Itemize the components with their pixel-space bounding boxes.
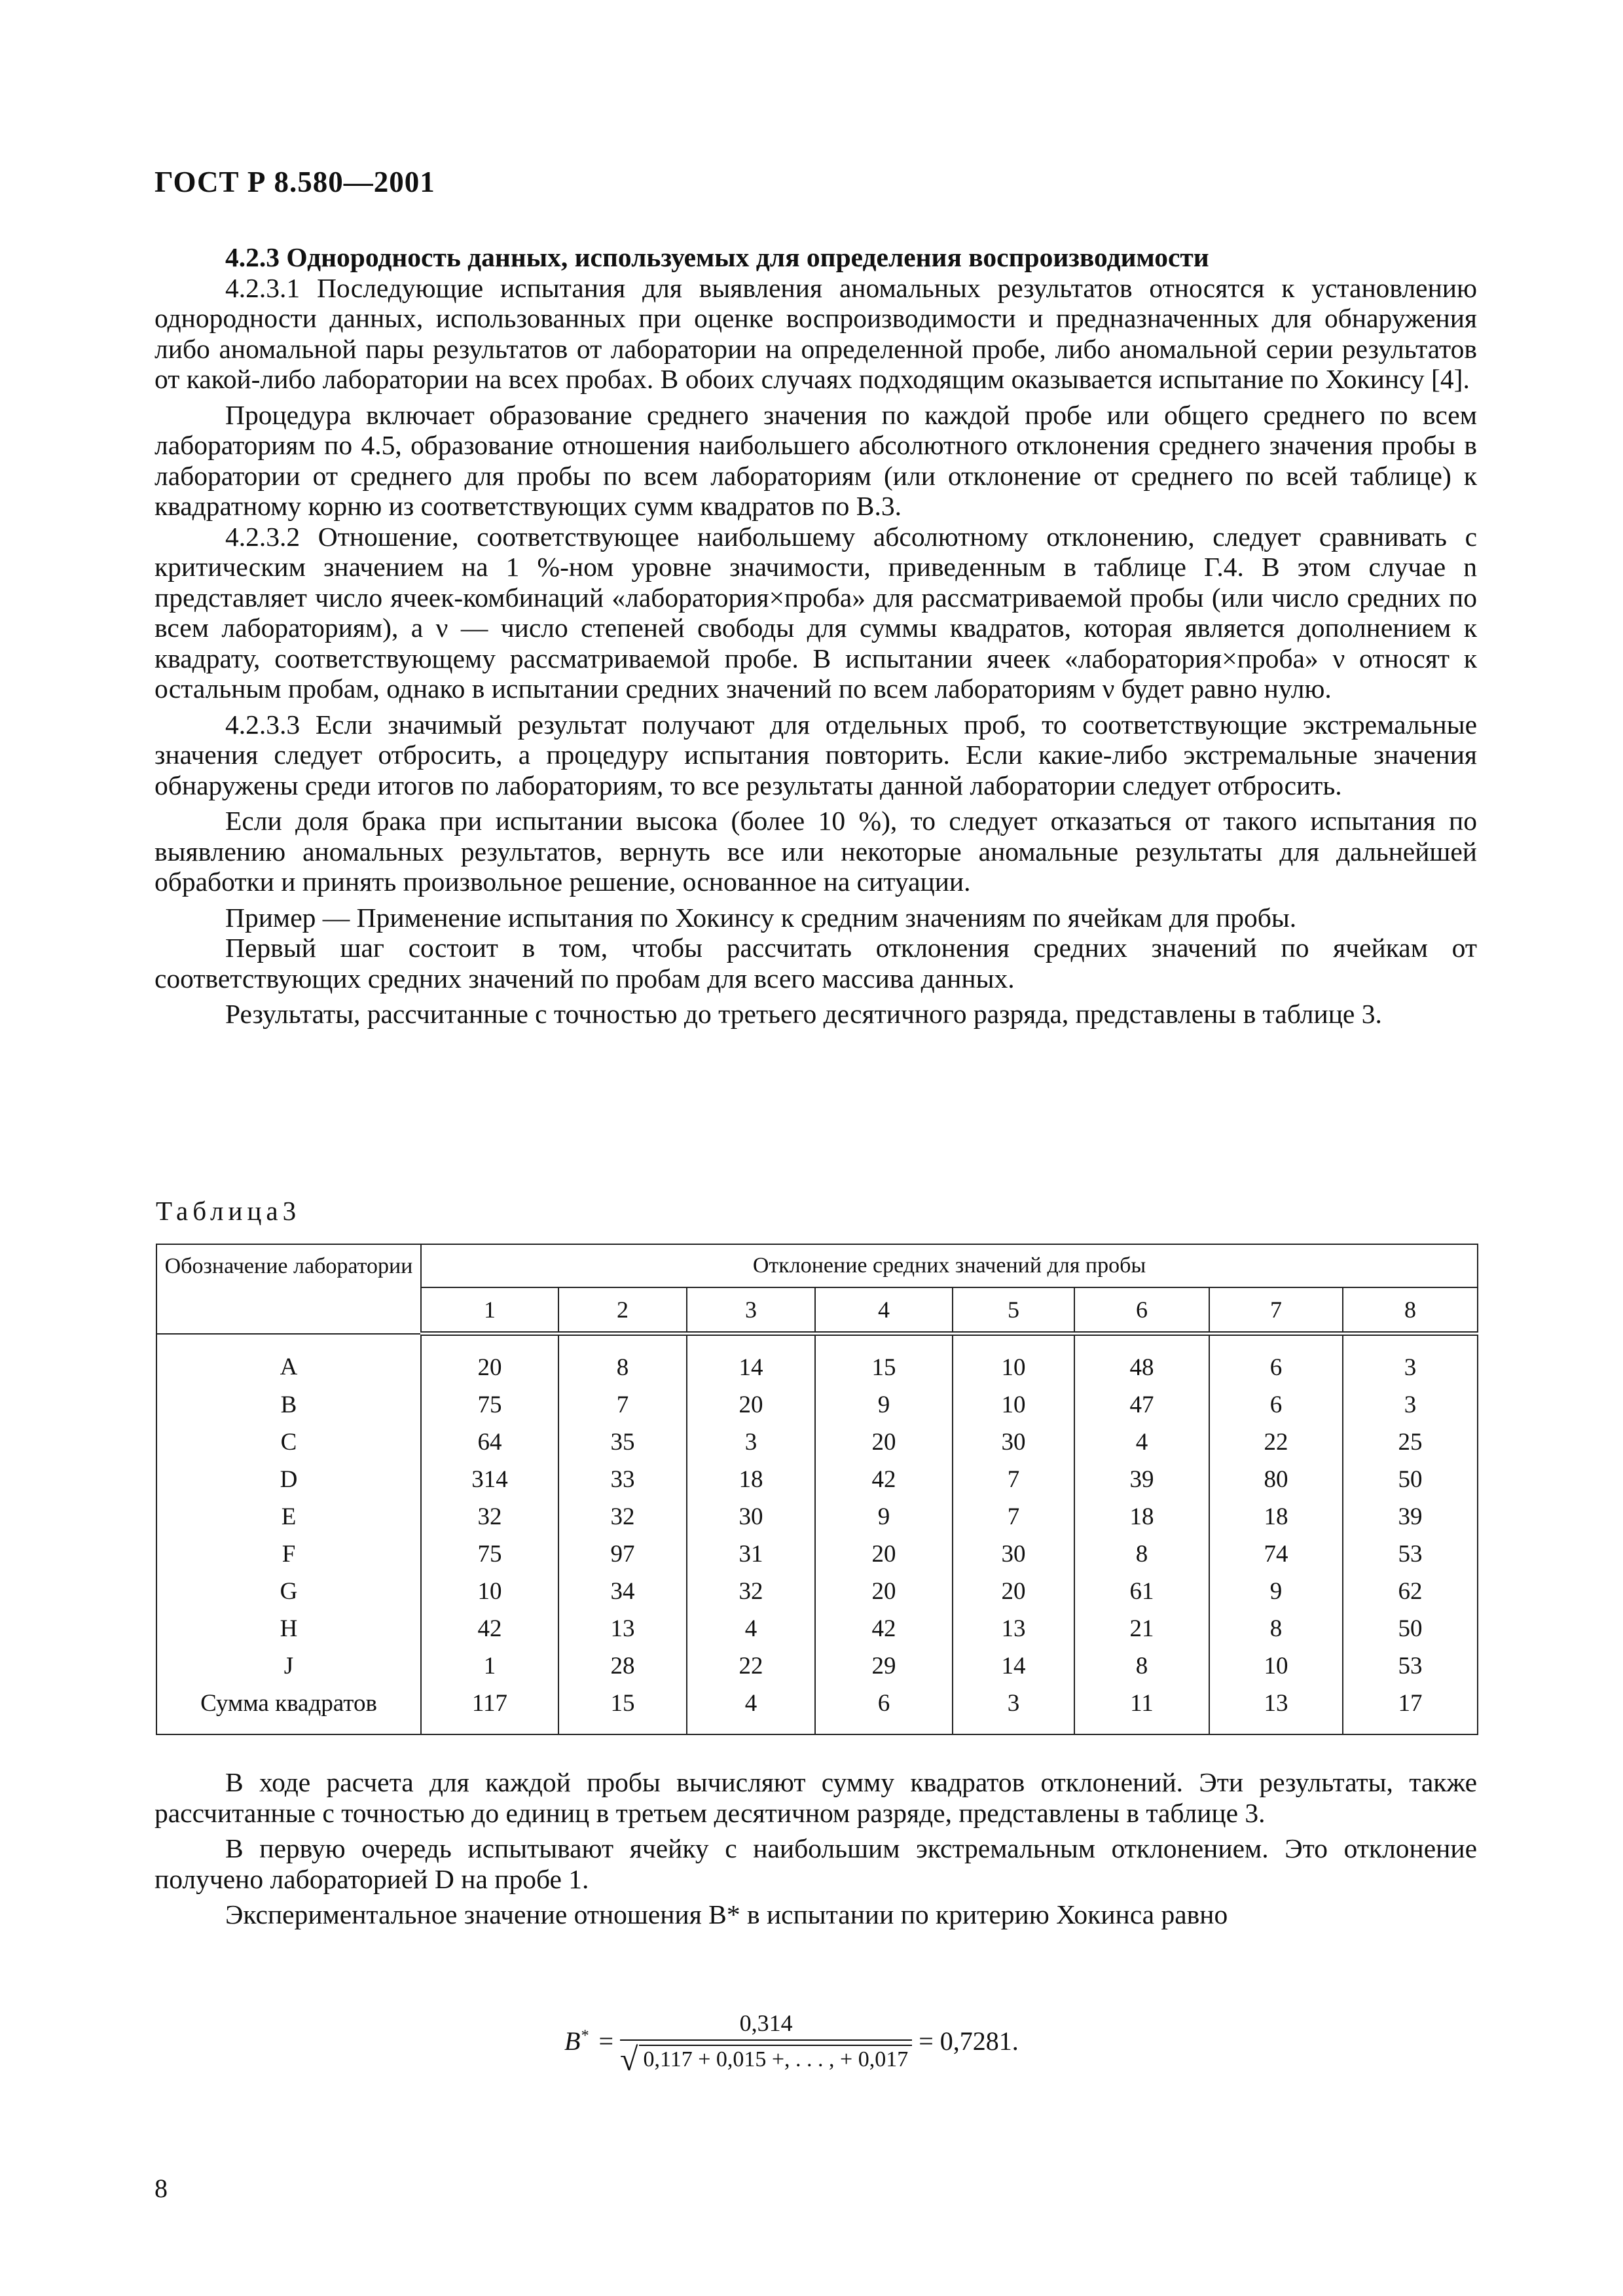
table-cell: 20 <box>421 1334 558 1387</box>
table-cell: 15 <box>815 1334 953 1387</box>
formula-radicand: 0,117 + 0,015 +, . . . , + 0,017 <box>639 2045 912 2072</box>
formula-superscript: * <box>580 2027 589 2045</box>
table-cell: 9 <box>815 1386 953 1424</box>
table-cell: 35 <box>558 1424 687 1461</box>
table-cell: 117 <box>421 1685 558 1734</box>
table-cell: 4 <box>1074 1424 1209 1461</box>
column-header: 7 <box>1209 1287 1343 1334</box>
lab-column-header: Обозначение лаборатории <box>156 1244 421 1334</box>
deviation-table <box>156 1244 1478 1735</box>
row-label: F <box>156 1535 421 1573</box>
paragraph: Результаты, рассчитанные с точностью до третьего десятичного разряда, представлены в таблице 3. <box>225 999 1382 1029</box>
paragraph: Первый шаг состоит в том, чтобы рассчитать отклонения средних значений по ячейкам от соответствующих средних значений по пробам для всего массива данных. <box>155 933 1477 994</box>
column-header: 8 <box>1343 1287 1478 1334</box>
table-row <box>156 1535 1478 1573</box>
table-cell: 75 <box>421 1535 558 1573</box>
table-row <box>156 1573 1478 1610</box>
table-cell: 50 <box>1343 1610 1478 1647</box>
document-header: ГОСТ Р 8.580—2001 <box>155 166 435 198</box>
group-column-header: Отклонение средних значений для пробы <box>421 1244 1478 1287</box>
table-cell: 8 <box>558 1334 687 1387</box>
table-caption: Таблица3 <box>156 1196 301 1226</box>
table-row <box>156 1334 1478 1387</box>
table-cell: 7 <box>953 1498 1074 1535</box>
table-cell: 7 <box>953 1461 1074 1498</box>
table-cell: 8 <box>1209 1610 1343 1647</box>
table-cell: 17 <box>1343 1685 1478 1734</box>
square-root-icon: √ <box>620 2041 638 2077</box>
table-cell: 3 <box>1343 1334 1478 1387</box>
table-cell: 80 <box>1209 1461 1343 1498</box>
column-header: 1 <box>421 1287 558 1334</box>
table-row <box>156 1498 1478 1535</box>
paragraph: 4.2.3.1 Последующие испытания для выявления аномальных результатов относятся к установлению однородности данных, использованных при оценке воспроизводимости и предназначенных для обнаружения либо аномальной пары результатов от лаборатории на определенной пробе, либо аномальной серии результатов от какой-либо лаборатории на всех пробах. В обоих случаях подходящим оказывается испытание по Хокинсу [4]. <box>155 272 1477 394</box>
table-cell: 74 <box>1209 1535 1343 1573</box>
table-cell: 9 <box>815 1498 953 1535</box>
table-cell: 3 <box>687 1424 815 1461</box>
row-label: G <box>156 1573 421 1610</box>
row-label: C <box>156 1424 421 1461</box>
column-header: 4 <box>815 1287 953 1334</box>
table-cell: 33 <box>558 1461 687 1498</box>
table-cell: 13 <box>558 1610 687 1647</box>
page-number: 8 <box>155 2174 168 2203</box>
table-cell: 53 <box>1343 1647 1478 1685</box>
table-cell: 39 <box>1343 1498 1478 1535</box>
table-body <box>156 1334 1478 1735</box>
table-cell: 20 <box>815 1424 953 1461</box>
table-cell: 97 <box>558 1535 687 1573</box>
table-cell: 61 <box>1074 1573 1209 1610</box>
row-label: B <box>156 1386 421 1424</box>
table-cell: 25 <box>1343 1424 1478 1461</box>
table-cell: 13 <box>953 1610 1074 1647</box>
column-header: 3 <box>687 1287 815 1334</box>
table-cell: 20 <box>815 1535 953 1573</box>
table-cell: 20 <box>815 1573 953 1610</box>
table-cell: 39 <box>1074 1461 1209 1498</box>
table-cell: 18 <box>1209 1498 1343 1535</box>
body-text-before-table <box>155 242 1477 1030</box>
table-cell: 314 <box>421 1461 558 1498</box>
table-cell: 13 <box>1209 1685 1343 1734</box>
section-heading: 4.2.3 Однородность данных, используемых для определения воспроизводимости <box>225 242 1209 272</box>
table-cell: 6 <box>815 1685 953 1734</box>
table-cell: 4 <box>687 1610 815 1647</box>
table-cell: 9 <box>1209 1573 1343 1610</box>
table-cell: 42 <box>421 1610 558 1647</box>
table-cell: 6 <box>1209 1386 1343 1424</box>
row-label: Сумма квадратов <box>156 1685 421 1734</box>
paragraph: Экспериментальное значение отношения B* в испытании по критерию Хокинса равно <box>225 1899 1228 1929</box>
body-text-after-table <box>155 1767 1477 1935</box>
row-label: A <box>156 1334 421 1387</box>
table-cell: 10 <box>421 1573 558 1610</box>
row-label: D <box>156 1461 421 1498</box>
row-label: E <box>156 1498 421 1535</box>
table-cell: 21 <box>1074 1610 1209 1647</box>
table-row <box>156 1424 1478 1461</box>
column-header: 5 <box>953 1287 1074 1334</box>
table-cell: 62 <box>1343 1573 1478 1610</box>
table-cell: 42 <box>815 1610 953 1647</box>
example-heading: Пример — Применение испытания по Хокинсу к средним значениям по ячейкам для пробы. <box>225 902 1297 933</box>
formula-denominator <box>620 2041 912 2077</box>
formula-variable: B <box>564 2026 581 2056</box>
table-cell: 8 <box>1074 1647 1209 1685</box>
table-cell: 30 <box>953 1424 1074 1461</box>
row-label: H <box>156 1610 421 1647</box>
table-cell: 3 <box>1343 1386 1478 1424</box>
paragraph: Если доля брака при испытании высока (более 10 %), то следует отказаться от такого испытания по выявлению аномальных результатов, вернуть все или некоторые аномальные результаты для дальнейшей обработки и принять произвольное решение, основанное на ситуации. <box>155 806 1477 897</box>
table-cell: 11 <box>1074 1685 1209 1734</box>
table-cell: 8 <box>1074 1535 1209 1573</box>
table-cell: 53 <box>1343 1535 1478 1573</box>
table-cell: 10 <box>1209 1647 1343 1685</box>
table-row <box>156 1461 1478 1498</box>
table-cell: 3 <box>953 1685 1074 1734</box>
table-row <box>156 1685 1478 1734</box>
table-cell: 48 <box>1074 1334 1209 1387</box>
hawkins-formula <box>564 2009 1019 2077</box>
table-cell: 18 <box>1074 1498 1209 1535</box>
table-cell: 15 <box>558 1685 687 1734</box>
table-cell: 7 <box>558 1386 687 1424</box>
table-cell: 64 <box>421 1424 558 1461</box>
table-cell: 32 <box>421 1498 558 1535</box>
table-cell: 10 <box>953 1334 1074 1387</box>
table-cell: 18 <box>687 1461 815 1498</box>
table-cell: 1 <box>421 1647 558 1685</box>
formula-result: = 0,7281. <box>919 2026 1019 2056</box>
table-cell: 14 <box>953 1647 1074 1685</box>
table-cell: 30 <box>953 1535 1074 1573</box>
paragraph: В ходе расчета для каждой пробы вычисляют сумму квадратов отклонений. Эти результаты, также рассчитанные с точностью до единиц в третьем десятичном разряде, представлены в таблице 3. <box>155 1767 1477 1828</box>
table-cell: 4 <box>687 1685 815 1734</box>
table-cell: 47 <box>1074 1386 1209 1424</box>
table-cell: 20 <box>687 1386 815 1424</box>
table-cell: 30 <box>687 1498 815 1535</box>
table-cell: 14 <box>687 1334 815 1387</box>
table-cell: 75 <box>421 1386 558 1424</box>
formula-equals: = <box>598 2026 613 2056</box>
table-row <box>156 1647 1478 1685</box>
formula-lhs <box>564 2026 588 2056</box>
column-header: 6 <box>1074 1287 1209 1334</box>
table-cell: 29 <box>815 1647 953 1685</box>
table-cell: 28 <box>558 1647 687 1685</box>
table-row <box>156 1610 1478 1647</box>
paragraph: 4.2.3.2 Отношение, соответствующее наибольшему абсолютному отклонению, следует сравнивать с критическим значением на 1 %-ном уровне значимости, приведенным в таблице Г.4. В этом случае n представляет число ячеек-комбинаций «лаборатория×проба» для рассматриваемой пробы (или число средних по всем лабораториям), а ν — число степеней свободы для суммы квадратов, которая является дополнением к квадрату, соответствующему рассматриваемой пробе. В испытании ячеек «лаборатория×проба» ν относят к остальным пробам, однако в испытании средних значений по всем лабораториям ν будет равно нулю. <box>155 521 1477 704</box>
paragraph: В первую очередь испытывают ячейку с наибольшим экстремальным отклонением. Это отклонение получено лабораторией D на пробе 1. <box>155 1833 1477 1894</box>
column-header: 2 <box>558 1287 687 1334</box>
table-cell: 50 <box>1343 1461 1478 1498</box>
paragraph: 4.2.3.3 Если значимый результат получают для отдельных проб, то соответствующие экстремальные значения следует отбросить, а процедуру испытания повторить. Если какие-либо экстремальные значения обнаружены среди итогов по лабораториям, то все результаты данной лаборатории следует отбросить. <box>155 709 1477 800</box>
table-cell: 10 <box>953 1386 1074 1424</box>
paragraph: Процедура включает образование среднего значения по каждой пробе или общего среднего по всем лабораториям по 4.5, образование отношения наибольшего абсолютного отклонения среднего значения пробы в лаборатории от среднего для пробы по всем лабораториям (или отклонение от среднего по всей таблице) к квадратному корню из соответствующих сумм квадратов по В.3. <box>155 399 1477 521</box>
row-label: J <box>156 1647 421 1685</box>
table-cell: 42 <box>815 1461 953 1498</box>
table-cell: 32 <box>558 1498 687 1535</box>
table-row <box>156 1386 1478 1424</box>
table-cell: 31 <box>687 1535 815 1573</box>
table-cell: 34 <box>558 1573 687 1610</box>
formula-fraction <box>620 2009 912 2077</box>
table-cell: 22 <box>687 1647 815 1685</box>
table-cell: 32 <box>687 1573 815 1610</box>
table-cell: 6 <box>1209 1334 1343 1387</box>
formula-numerator: 0,314 <box>739 2010 793 2036</box>
table-cell: 22 <box>1209 1424 1343 1461</box>
table-cell: 20 <box>953 1573 1074 1610</box>
